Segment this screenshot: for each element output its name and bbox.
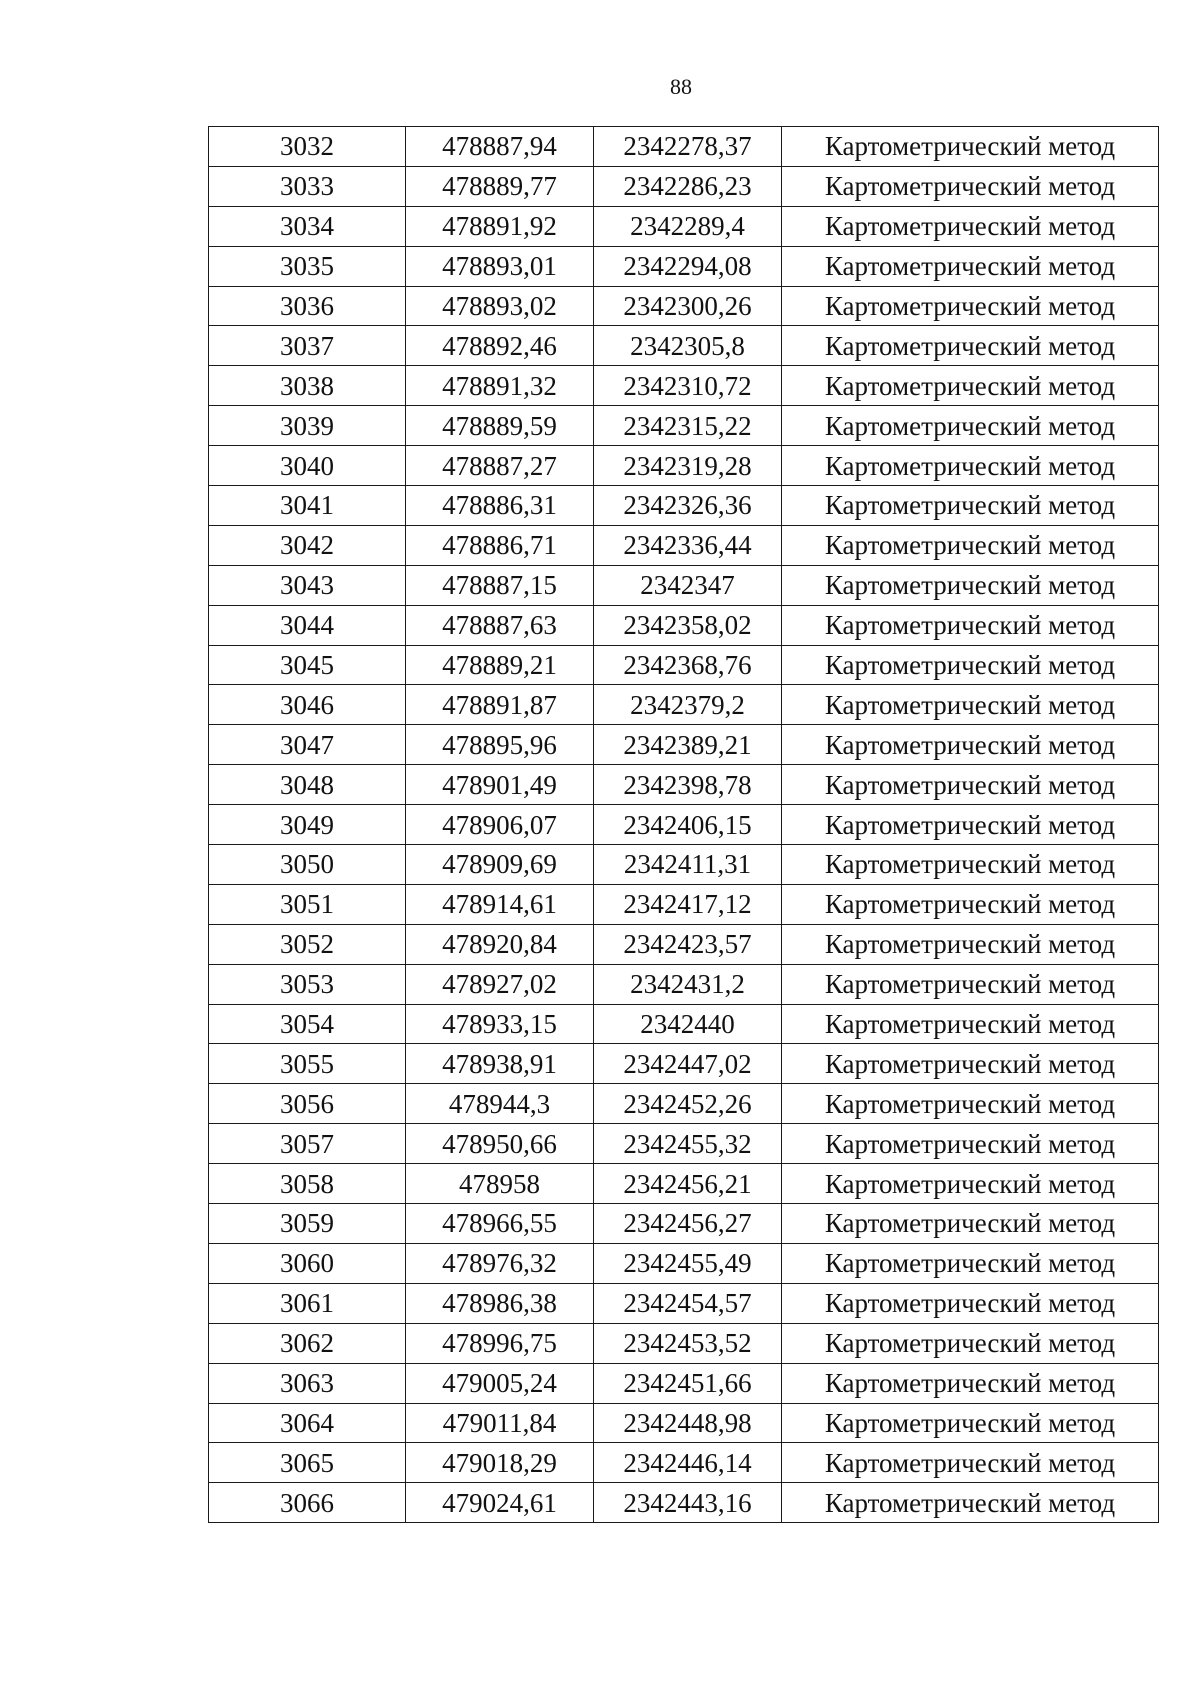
y-coordinate-cell: 2342398,78 <box>594 765 782 805</box>
x-coordinate-cell: 478944,3 <box>406 1084 594 1124</box>
point-number-cell: 3047 <box>209 725 406 765</box>
point-number-cell: 3060 <box>209 1243 406 1283</box>
method-cell: Картометрический метод <box>782 127 1159 167</box>
method-cell: Картометрический метод <box>782 286 1159 326</box>
x-coordinate-cell: 479024,61 <box>406 1483 594 1523</box>
table-row <box>209 127 1159 167</box>
table-row <box>209 166 1159 206</box>
method-cell: Картометрический метод <box>782 805 1159 845</box>
method-cell: Картометрический метод <box>782 1004 1159 1044</box>
point-number-cell: 3061 <box>209 1283 406 1323</box>
y-coordinate-cell: 2342452,26 <box>594 1084 782 1124</box>
x-coordinate-cell: 478920,84 <box>406 924 594 964</box>
x-coordinate-cell: 478886,31 <box>406 486 594 526</box>
x-coordinate-cell: 478887,63 <box>406 605 594 645</box>
method-cell: Картометрический метод <box>782 884 1159 924</box>
x-coordinate-cell: 478887,27 <box>406 446 594 486</box>
y-coordinate-cell: 2342446,14 <box>594 1443 782 1483</box>
y-coordinate-cell: 2342389,21 <box>594 725 782 765</box>
y-coordinate-cell: 2342294,08 <box>594 246 782 286</box>
x-coordinate-cell: 478958 <box>406 1164 594 1204</box>
point-number-cell: 3041 <box>209 486 406 526</box>
method-cell: Картометрический метод <box>782 725 1159 765</box>
table-row <box>209 605 1159 645</box>
method-cell: Картометрический метод <box>782 1164 1159 1204</box>
table-row <box>209 1283 1159 1323</box>
point-number-cell: 3065 <box>209 1443 406 1483</box>
x-coordinate-cell: 479018,29 <box>406 1443 594 1483</box>
x-coordinate-cell: 478893,02 <box>406 286 594 326</box>
y-coordinate-cell: 2342456,21 <box>594 1164 782 1204</box>
y-coordinate-cell: 2342454,57 <box>594 1283 782 1323</box>
x-coordinate-cell: 478889,21 <box>406 645 594 685</box>
table-row <box>209 1483 1159 1523</box>
point-number-cell: 3049 <box>209 805 406 845</box>
point-number-cell: 3040 <box>209 446 406 486</box>
method-cell: Картометрический метод <box>782 1483 1159 1523</box>
x-coordinate-cell: 478891,92 <box>406 206 594 246</box>
method-cell: Картометрический метод <box>782 366 1159 406</box>
x-coordinate-cell: 479011,84 <box>406 1403 594 1443</box>
y-coordinate-cell: 2342451,66 <box>594 1363 782 1403</box>
coordinates-table <box>208 126 1159 1523</box>
table-row <box>209 326 1159 366</box>
point-number-cell: 3062 <box>209 1323 406 1363</box>
method-cell: Картометрический метод <box>782 326 1159 366</box>
point-number-cell: 3037 <box>209 326 406 366</box>
x-coordinate-cell: 478887,94 <box>406 127 594 167</box>
x-coordinate-cell: 478938,91 <box>406 1044 594 1084</box>
x-coordinate-cell: 479005,24 <box>406 1363 594 1403</box>
x-coordinate-cell: 478914,61 <box>406 884 594 924</box>
point-number-cell: 3059 <box>209 1204 406 1244</box>
method-cell: Картометрический метод <box>782 1403 1159 1443</box>
table-row <box>209 1323 1159 1363</box>
method-cell: Картометрический метод <box>782 605 1159 645</box>
y-coordinate-cell: 2342315,22 <box>594 406 782 446</box>
y-coordinate-cell: 2342300,26 <box>594 286 782 326</box>
table-row <box>209 1084 1159 1124</box>
point-number-cell: 3036 <box>209 286 406 326</box>
table-row <box>209 725 1159 765</box>
y-coordinate-cell: 2342443,16 <box>594 1483 782 1523</box>
method-cell: Картометрический метод <box>782 1124 1159 1164</box>
point-number-cell: 3039 <box>209 406 406 446</box>
y-coordinate-cell: 2342448,98 <box>594 1403 782 1443</box>
table-row <box>209 805 1159 845</box>
method-cell: Картометрический метод <box>782 1443 1159 1483</box>
x-coordinate-cell: 478893,01 <box>406 246 594 286</box>
point-number-cell: 3045 <box>209 645 406 685</box>
y-coordinate-cell: 2342278,37 <box>594 127 782 167</box>
point-number-cell: 3046 <box>209 685 406 725</box>
y-coordinate-cell: 2342286,23 <box>594 166 782 206</box>
x-coordinate-cell: 478996,75 <box>406 1323 594 1363</box>
y-coordinate-cell: 2342453,52 <box>594 1323 782 1363</box>
table-row <box>209 1124 1159 1164</box>
y-coordinate-cell: 2342289,4 <box>594 206 782 246</box>
table-row <box>209 1204 1159 1244</box>
method-cell: Картометрический метод <box>782 1283 1159 1323</box>
x-coordinate-cell: 478889,59 <box>406 406 594 446</box>
method-cell: Картометрический метод <box>782 645 1159 685</box>
x-coordinate-cell: 478976,32 <box>406 1243 594 1283</box>
method-cell: Картометрический метод <box>782 1084 1159 1124</box>
table-body <box>209 127 1159 1523</box>
method-cell: Картометрический метод <box>782 1243 1159 1283</box>
table-row <box>209 246 1159 286</box>
y-coordinate-cell: 2342406,15 <box>594 805 782 845</box>
method-cell: Картометрический метод <box>782 924 1159 964</box>
point-number-cell: 3057 <box>209 1124 406 1164</box>
method-cell: Картометрический метод <box>782 166 1159 206</box>
table-row <box>209 685 1159 725</box>
x-coordinate-cell: 478906,07 <box>406 805 594 845</box>
y-coordinate-cell: 2342305,8 <box>594 326 782 366</box>
x-coordinate-cell: 478891,32 <box>406 366 594 406</box>
table-row <box>209 366 1159 406</box>
x-coordinate-cell: 478966,55 <box>406 1204 594 1244</box>
table-row <box>209 486 1159 526</box>
method-cell: Картометрический метод <box>782 1363 1159 1403</box>
y-coordinate-cell: 2342431,2 <box>594 964 782 1004</box>
table-row <box>209 406 1159 446</box>
table-row <box>209 1443 1159 1483</box>
point-number-cell: 3063 <box>209 1363 406 1403</box>
point-number-cell: 3042 <box>209 525 406 565</box>
x-coordinate-cell: 478950,66 <box>406 1124 594 1164</box>
y-coordinate-cell: 2342379,2 <box>594 685 782 725</box>
y-coordinate-cell: 2342310,72 <box>594 366 782 406</box>
x-coordinate-cell: 478891,87 <box>406 685 594 725</box>
y-coordinate-cell: 2342417,12 <box>594 884 782 924</box>
table-row <box>209 845 1159 885</box>
point-number-cell: 3054 <box>209 1004 406 1044</box>
method-cell: Картометрический метод <box>782 406 1159 446</box>
point-number-cell: 3038 <box>209 366 406 406</box>
method-cell: Картометрический метод <box>782 1044 1159 1084</box>
table-row <box>209 1044 1159 1084</box>
point-number-cell: 3043 <box>209 565 406 605</box>
y-coordinate-cell: 2342347 <box>594 565 782 605</box>
method-cell: Картометрический метод <box>782 206 1159 246</box>
table-row <box>209 446 1159 486</box>
y-coordinate-cell: 2342411,31 <box>594 845 782 885</box>
table-row <box>209 765 1159 805</box>
y-coordinate-cell: 2342423,57 <box>594 924 782 964</box>
point-number-cell: 3035 <box>209 246 406 286</box>
x-coordinate-cell: 478927,02 <box>406 964 594 1004</box>
x-coordinate-cell: 478889,77 <box>406 166 594 206</box>
method-cell: Картометрический метод <box>782 685 1159 725</box>
table-row <box>209 525 1159 565</box>
table-row <box>209 884 1159 924</box>
table-row <box>209 286 1159 326</box>
table-row <box>209 924 1159 964</box>
x-coordinate-cell: 478886,71 <box>406 525 594 565</box>
table-row <box>209 206 1159 246</box>
point-number-cell: 3058 <box>209 1164 406 1204</box>
point-number-cell: 3066 <box>209 1483 406 1523</box>
page-number: 88 <box>670 74 692 99</box>
point-number-cell: 3034 <box>209 206 406 246</box>
point-number-cell: 3052 <box>209 924 406 964</box>
y-coordinate-cell: 2342447,02 <box>594 1044 782 1084</box>
point-number-cell: 3032 <box>209 127 406 167</box>
table-row <box>209 1363 1159 1403</box>
table-row <box>209 1243 1159 1283</box>
y-coordinate-cell: 2342455,49 <box>594 1243 782 1283</box>
method-cell: Картометрический метод <box>782 964 1159 1004</box>
y-coordinate-cell: 2342368,76 <box>594 645 782 685</box>
method-cell: Картометрический метод <box>782 525 1159 565</box>
x-coordinate-cell: 478933,15 <box>406 1004 594 1044</box>
point-number-cell: 3051 <box>209 884 406 924</box>
method-cell: Картометрический метод <box>782 246 1159 286</box>
y-coordinate-cell: 2342319,28 <box>594 446 782 486</box>
table-row <box>209 964 1159 1004</box>
point-number-cell: 3044 <box>209 605 406 645</box>
y-coordinate-cell: 2342455,32 <box>594 1124 782 1164</box>
x-coordinate-cell: 478909,69 <box>406 845 594 885</box>
table-row <box>209 565 1159 605</box>
table-row <box>209 645 1159 685</box>
point-number-cell: 3033 <box>209 166 406 206</box>
x-coordinate-cell: 478901,49 <box>406 765 594 805</box>
y-coordinate-cell: 2342456,27 <box>594 1204 782 1244</box>
y-coordinate-cell: 2342358,02 <box>594 605 782 645</box>
x-coordinate-cell: 478895,96 <box>406 725 594 765</box>
method-cell: Картометрический метод <box>782 1204 1159 1244</box>
method-cell: Картометрический метод <box>782 765 1159 805</box>
y-coordinate-cell: 2342336,44 <box>594 525 782 565</box>
table-row <box>209 1004 1159 1044</box>
x-coordinate-cell: 478986,38 <box>406 1283 594 1323</box>
point-number-cell: 3056 <box>209 1084 406 1124</box>
method-cell: Картометрический метод <box>782 565 1159 605</box>
x-coordinate-cell: 478887,15 <box>406 565 594 605</box>
method-cell: Картометрический метод <box>782 845 1159 885</box>
point-number-cell: 3053 <box>209 964 406 1004</box>
y-coordinate-cell: 2342326,36 <box>594 486 782 526</box>
y-coordinate-cell: 2342440 <box>594 1004 782 1044</box>
method-cell: Картометрический метод <box>782 446 1159 486</box>
point-number-cell: 3050 <box>209 845 406 885</box>
point-number-cell: 3055 <box>209 1044 406 1084</box>
table-row <box>209 1403 1159 1443</box>
point-number-cell: 3064 <box>209 1403 406 1443</box>
method-cell: Картометрический метод <box>782 1323 1159 1363</box>
x-coordinate-cell: 478892,46 <box>406 326 594 366</box>
table-row <box>209 1164 1159 1204</box>
method-cell: Картометрический метод <box>782 486 1159 526</box>
coordinates-table-container <box>208 126 1158 1523</box>
point-number-cell: 3048 <box>209 765 406 805</box>
